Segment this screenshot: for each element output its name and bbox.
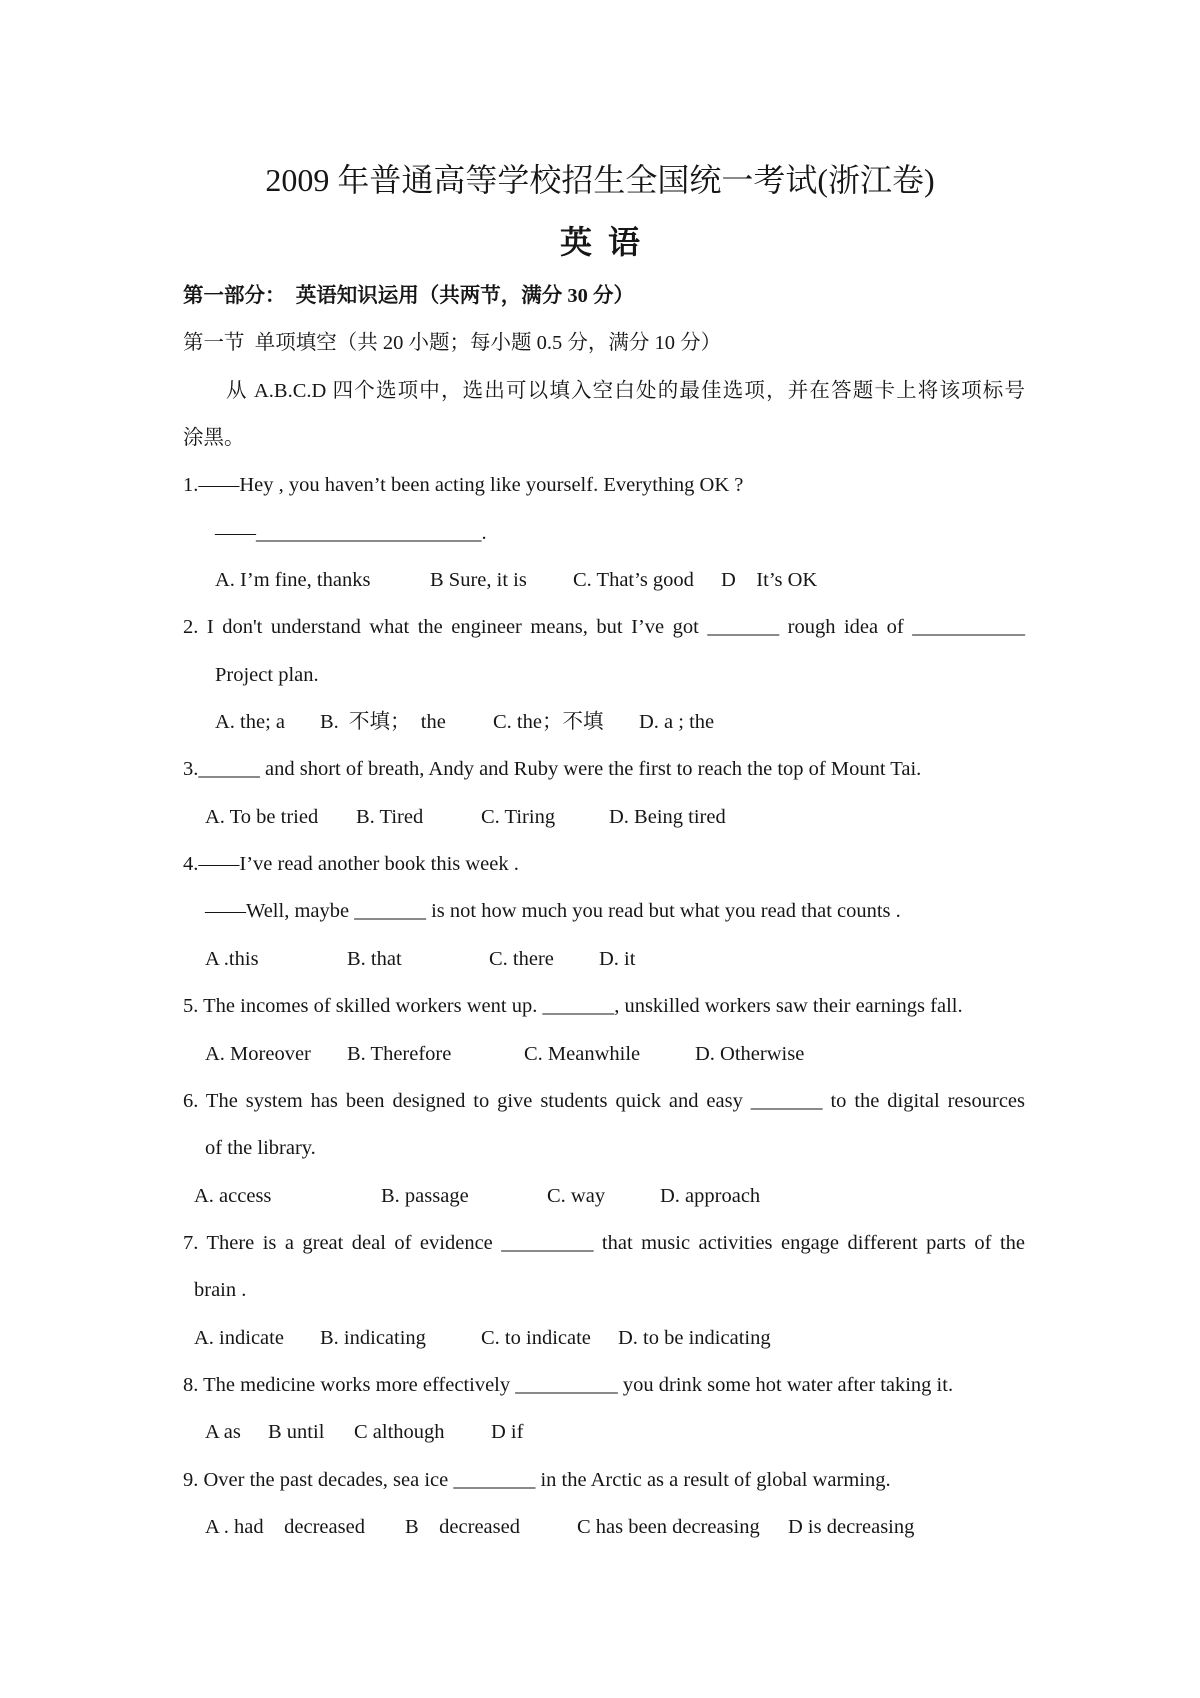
option-d: D. Otherwise	[695, 1042, 805, 1065]
question-3-options	[0, 794, 1200, 841]
option-c: C. to indicate	[481, 1326, 591, 1349]
question-4-options	[0, 936, 1200, 983]
option-c: C. Meanwhile	[524, 1042, 641, 1065]
option-c: C has been decreasing	[577, 1515, 760, 1538]
option-d: D. to be indicating	[618, 1326, 771, 1349]
question-9-options	[0, 1504, 1200, 1551]
option-a: A. the; a	[215, 711, 286, 734]
option-c: C although	[354, 1421, 445, 1444]
option-a: A . had decreased	[205, 1515, 365, 1538]
question-6-stem-continued: of the library.	[205, 1137, 316, 1160]
page-title: 2009 年普通高等学校招生全国统一考试(浙江卷)	[265, 162, 935, 198]
option-a: A. indicate	[194, 1326, 284, 1349]
question-6-options	[0, 1173, 1200, 1220]
part-heading: 第一部分： 英语知识运用（共两节，满分 30 分）	[183, 285, 634, 307]
option-c: C. the；不填	[493, 711, 604, 734]
option-a: A. access	[194, 1184, 272, 1207]
option-d: D. approach	[660, 1184, 761, 1207]
question-3-stem: 3.______ and short of breath, Andy and Ruby were the first to reach the top of Mount Tai.	[183, 758, 922, 781]
option-b: B. that	[347, 947, 402, 970]
instruction-line: 涂黑。	[183, 427, 245, 450]
question-2-stem-continued: Project plan.	[215, 663, 319, 686]
option-b: B until	[268, 1421, 325, 1444]
option-c: C. there	[489, 947, 554, 970]
question-6-stem: 6. The system has been designed to give students quick and easy _______ to the digital resources	[183, 1089, 1025, 1112]
question-5-stem: 5. The incomes of skilled workers went up. _______, unskilled workers saw their earnings fall.	[183, 995, 963, 1018]
option-b: B. Tired	[356, 805, 424, 828]
option-c: C. That’s good	[573, 569, 694, 592]
option-d: D. Being tired	[609, 805, 726, 828]
question-1-stem: 1.——Hey , you haven’t been acting like yourself. Everything OK ?	[183, 474, 744, 497]
question-2-options	[0, 699, 1200, 746]
option-d: D is decreasing	[788, 1515, 915, 1538]
question-4-stem: 4.——I’ve read another book this week .	[183, 853, 519, 876]
option-d: D. a ; the	[639, 711, 715, 734]
option-d: D. it	[599, 947, 636, 970]
option-a: A .this	[205, 947, 259, 970]
subject-title: 英 语	[559, 224, 640, 260]
option-d: D It’s OK	[721, 569, 818, 592]
option-c: C. way	[547, 1184, 606, 1207]
instruction-line: 从 A.B.C.D 四个选项中，选出可以填入空白处的最佳选项，并在答题卡上将该项标号	[226, 379, 1025, 402]
option-a: A. I’m fine, thanks	[215, 569, 371, 592]
section-heading: 第一节 单项填空（共 20 小题；每小题 0.5 分，满分 10 分）	[183, 332, 722, 355]
option-a: A as	[205, 1421, 241, 1444]
question-7-stem: 7. There is a great deal of evidence _________ that music activities engage different parts of the	[183, 1231, 1025, 1254]
question-1-options	[0, 557, 1200, 604]
question-4-response: ——Well, maybe _______ is not how much you read but what you read that counts .	[205, 900, 901, 923]
option-b: B Sure, it is	[430, 569, 527, 592]
option-b: B. Therefore	[347, 1042, 452, 1065]
question-9-stem: 9. Over the past decades, sea ice ________ in the Arctic as a result of global warming.	[183, 1468, 891, 1491]
question-8-stem: 8. The medicine works more effectively __________ you drink some hot water after taking it.	[183, 1373, 954, 1396]
option-d: D if	[491, 1421, 524, 1444]
option-a: A. Moreover	[205, 1042, 311, 1065]
question-7-stem-continued: brain .	[194, 1279, 247, 1302]
option-b: B. indicating	[320, 1326, 426, 1349]
question-5-options	[0, 1031, 1200, 1078]
question-2-stem: 2. I don't understand what the engineer means, but I’ve got _______ rough idea of ___________	[183, 616, 1025, 639]
exam-body	[0, 273, 1200, 1551]
question-1-response: ——______________________.	[215, 521, 487, 544]
option-a: A. To be tried	[205, 805, 319, 828]
question-8-options	[0, 1409, 1200, 1456]
option-c: C. Tiring	[481, 805, 556, 828]
option-b: B decreased	[405, 1515, 520, 1538]
option-b: B. 不填； the	[320, 711, 446, 734]
question-7-options	[0, 1315, 1200, 1362]
option-b: B. passage	[381, 1184, 469, 1207]
